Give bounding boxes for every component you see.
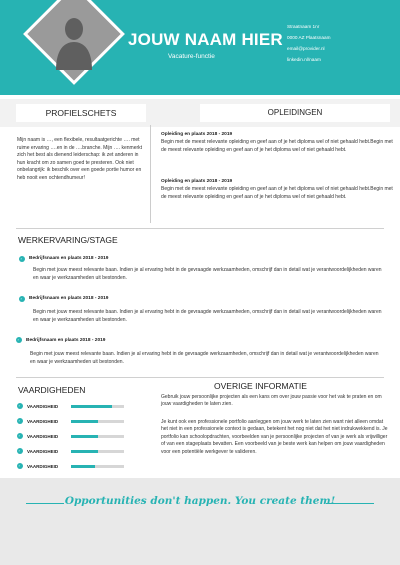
education-item-title: Opleiding en plaats 2018 - 2019 [161,179,233,184]
skill-label: VAARDIGHEID [27,464,59,469]
footer-quote: Opportunities don't happen. You create them! [64,495,336,507]
column-divider [150,125,151,223]
education-item-title: Opleiding en plaats 2018 - 2019 [161,132,233,137]
arrow-right-icon: › [19,256,25,262]
skills-heading: VAARDIGHEDEN [18,385,86,395]
skill-bar [71,435,124,438]
skill-bar-fill [71,420,98,423]
education-item-desc: Begin met de meest relevante opleiding en geef aan of je het diploma wel of niet gehaald hebt.Begin met de meest relevante opleiding en geef aan of je het diploma wel of niet gehaald hebt. [161,186,393,200]
contact-address: Straatnaam 1nr [287,24,320,29]
skill-label: VAARDIGHEID [27,449,59,454]
person-silhouette-icon [52,12,96,72]
work-item-title: Bedrijfsnaam en plaats 2018 - 2019 [29,296,109,301]
skill-label: VAARDIGHEID [27,404,59,409]
arrow-right-icon: › [17,463,23,469]
education-heading: OPLEIDINGEN [200,104,390,122]
education-item-desc: Begin met de meest relevante opleiding en geef aan of je het diploma wel of niet gehaald hebt.Begin met de meest relevante opleiding en geef aan of je het diploma wel of niet gehaald hebt. [161,139,393,153]
overige-paragraph: Gebruik jouw persoonlijke projecten als een kans om over jouw passie voor het vak te praten en om jouw vaardigheden te laten zien. [161,394,382,408]
skill-bar-fill [71,405,112,408]
contact-email: email@provider.nl [287,46,325,51]
arrow-right-icon: › [19,296,25,302]
section-divider [16,228,384,229]
skill-label: VAARDIGHEID [27,434,59,439]
overige-heading: OVERIGE INFORMATIE [214,381,307,391]
work-item-title: Bedrijfsnaam en plaats 2018 - 2019 [29,256,109,261]
arrow-right-icon: › [16,337,22,343]
arrow-right-icon: › [17,433,23,439]
footer-band [0,478,400,565]
arrow-right-icon: › [17,418,23,424]
applicant-name: JOUW NAAM HIER [128,30,283,49]
overige-paragraph: Je kunt ook een professionele portfolio aanleggen om jouw werk te laten zien want niet alleen omdat het niet in een professionele context is gedaan, betekent het nog niet dat het niet indrukwekkend is. Je portfolio kan schoolopdrachten, voorbeelden van je persoonlijke projecten of van je werk als vrijwilliger of van een stageplaats bevatten. Een voorbeeld van je beste werk kan helpen om jouw vaardigheden voor een potentiële werkgever te valideren. [161,419,388,455]
contact-postcode: 0000 AZ Plaatsnaam [287,35,331,40]
skill-bar-fill [71,465,95,468]
work-item-desc: Begin met jouw meest relevante baan. Indien je al ervaring hebt in de gevraagde werkzaamheden, omschrijf dan in detail wat je verantwoordelijkheden waren en waar je werkzaamheden uit bestonden. [33,267,382,281]
skill-label: VAARDIGHEID [27,419,59,424]
profile-heading: PROFIELSCHETS [16,104,146,122]
work-item-desc: Begin met jouw meest relevante baan. Indien je al ervaring hebt in de gevraagde werkzaamheden, omschrijf dan in detail wat je verantwoordelijkheden waren en waar je werkzaamheden uit bestonden. [33,309,382,323]
skill-bar [71,405,124,408]
work-item-title: Bedrijfsnaam en plaats 2018 - 2019 [26,338,106,343]
arrow-right-icon: › [17,403,23,409]
contact-details [287,21,331,65]
skill-bar [71,450,124,453]
work-item-desc: Begin met jouw meest relevante baan. Indien je al ervaring hebt in de gevraagde werkzaamheden, omschrijf dan in detail wat je verantwoordelijkheden waren en waar je werkzaamheden uit bestonden. [30,351,379,365]
profile-text: Mijn naam is …, een flexibele, resultaatgerichte …. met ruime ervaring ….en in de ….branche. Mijn …. kenmerkt zich het best als dienend leiderschap: ik zet anderen in hun kracht om zo samen goed te presteren. Ook niet onbelangrijk: ik beschik over een goede portie humor en heb nooit een ochtendhumeur! [17,137,143,181]
contact-linkedin: linkedin.nl/naam [287,57,321,62]
job-title: Vacature-functie [168,53,215,60]
work-heading: WERKERVARING/STAGE [18,235,118,245]
arrow-right-icon: › [17,448,23,454]
skill-bar [71,420,124,423]
skill-bar [71,465,124,468]
skill-bar-fill [71,450,98,453]
skill-bar-fill [71,435,98,438]
section-divider [16,377,384,378]
